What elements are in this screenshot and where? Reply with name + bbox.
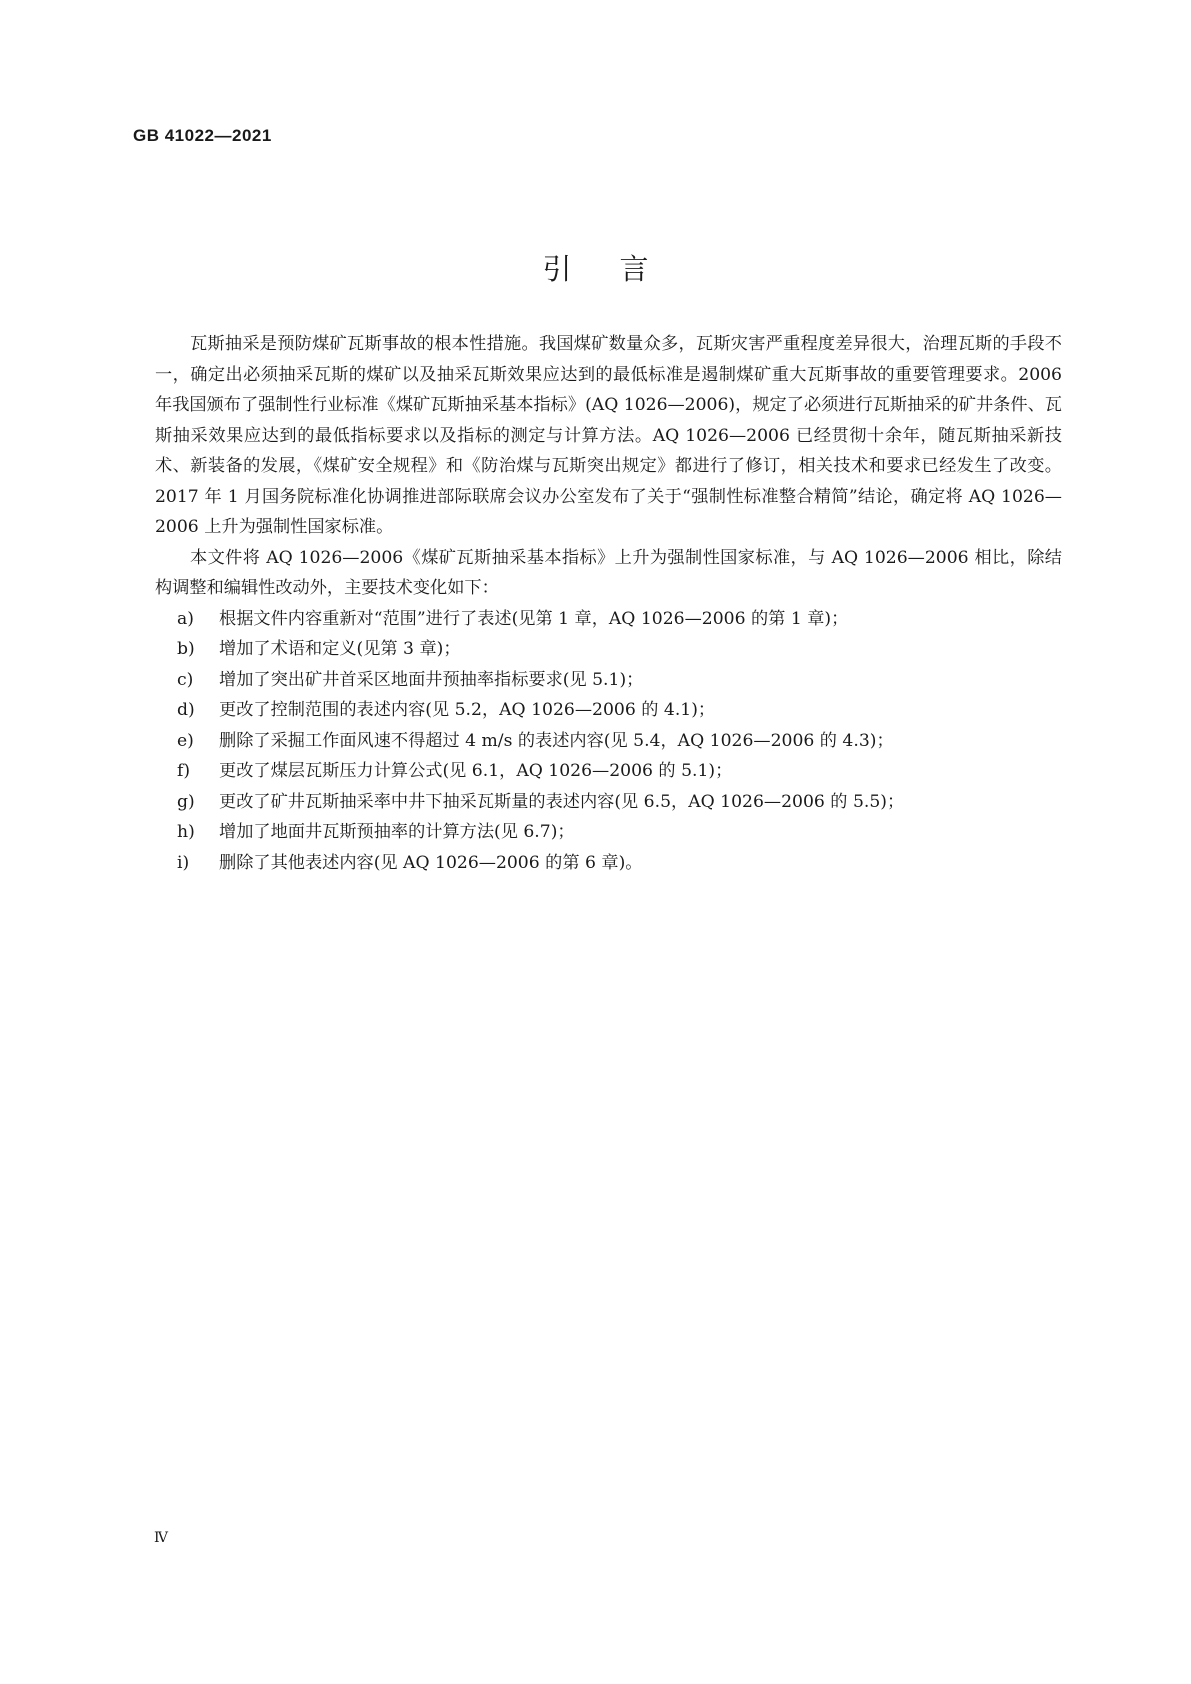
list-item-marker: f)	[177, 761, 191, 781]
list-item-text: 删除了其他表述内容(见 AQ 1026—2006 的第 6 章)。	[219, 852, 643, 873]
list-item	[155, 634, 1062, 665]
list-item	[155, 787, 1062, 818]
list-item	[155, 756, 1062, 787]
list-item-marker: h)	[177, 822, 195, 842]
list-item-text: 增加了术语和定义(见第 3 章)；	[219, 639, 461, 659]
intro-paragraph-2: 本文件将 AQ 1026—2006《煤矿瓦斯抽采基本指标》上升为强制性国家标准，与 AQ 1026—2006 相比，除结构调整和编辑性改动外，主要技术变化如下：	[155, 547, 1062, 598]
list-item-text: 增加了地面井瓦斯预抽率的计算方法(见 6.7)；	[219, 822, 575, 842]
list-item-marker: a)	[177, 608, 194, 629]
list-item	[155, 604, 1062, 635]
list-item	[155, 695, 1062, 726]
intro-paragraph-1: 瓦斯抽采是预防煤矿瓦斯事故的根本性措施。我国煤矿数量众多，瓦斯灾害严重程度差异很大，治理瓦斯的手段不一，确定出必须抽采瓦斯的煤矿以及抽采瓦斯效果应达到的最低标准是遏制煤矿重大瓦斯事故的重要管理要求。2006 年我国颁布了强制性行业标准《煤矿瓦斯抽采基本指标》(AQ 1026—2006)，规定了必须进行瓦斯抽采的矿井条件、瓦斯抽采效果应达到的最低指标要求以及指标的测定与计算方法。AQ 1026—2006 已经贯彻十余年，随瓦斯抽采新技术、新装备的发展，《煤矿安全规程》和《防治煤与瓦斯突出规定》都进行了修订，相关技术和要求已经发生了改变。2017 年 1 月国务院标准化协调推进部际联席会议办公室发布了关于“强制性标准整合精简”结论，确定将 AQ 1026—2006 上升为强制性国家标准。	[155, 334, 1062, 537]
list-item-marker: d)	[177, 700, 195, 720]
list-item	[155, 848, 1062, 879]
list-item-text: 更改了矿井瓦斯抽采率中井下抽采瓦斯量的表述内容(见 6.5，AQ 1026—2006 的 5.5)；	[219, 791, 905, 812]
list-item-marker: e)	[177, 730, 194, 751]
list-item-text: 更改了煤层瓦斯压力计算公式(见 6.1，AQ 1026—2006 的 5.1)；	[219, 761, 733, 781]
list-item-marker: g)	[177, 791, 195, 812]
list-item	[155, 726, 1062, 757]
list-item-text: 增加了突出矿井首采区地面井预抽率指标要求(见 5.1)；	[219, 669, 644, 690]
list-item-marker: c)	[177, 669, 194, 690]
list-item	[155, 665, 1062, 696]
standard-number-header: GB 41022—2021	[133, 126, 272, 145]
list-item-text: 根据文件内容重新对“范围”进行了表述(见第 1 章，AQ 1026—2006 的第 1 章)；	[219, 608, 849, 629]
document-body	[155, 329, 1062, 878]
list-item	[155, 817, 1062, 848]
page-title: 引言	[542, 252, 697, 287]
list-item-marker: i)	[177, 852, 190, 873]
list-item-marker: b)	[177, 639, 195, 659]
technical-changes-list	[155, 604, 1062, 879]
list-item-text: 删除了采掘工作面风速不得超过 4 m/s 的表述内容(见 5.4，AQ 1026—2006 的 4.3)；	[219, 730, 894, 751]
list-item-text: 更改了控制范围的表述内容(见 5.2，AQ 1026—2006 的 4.1)；	[219, 700, 716, 720]
page-number: Ⅳ	[154, 1530, 168, 1546]
